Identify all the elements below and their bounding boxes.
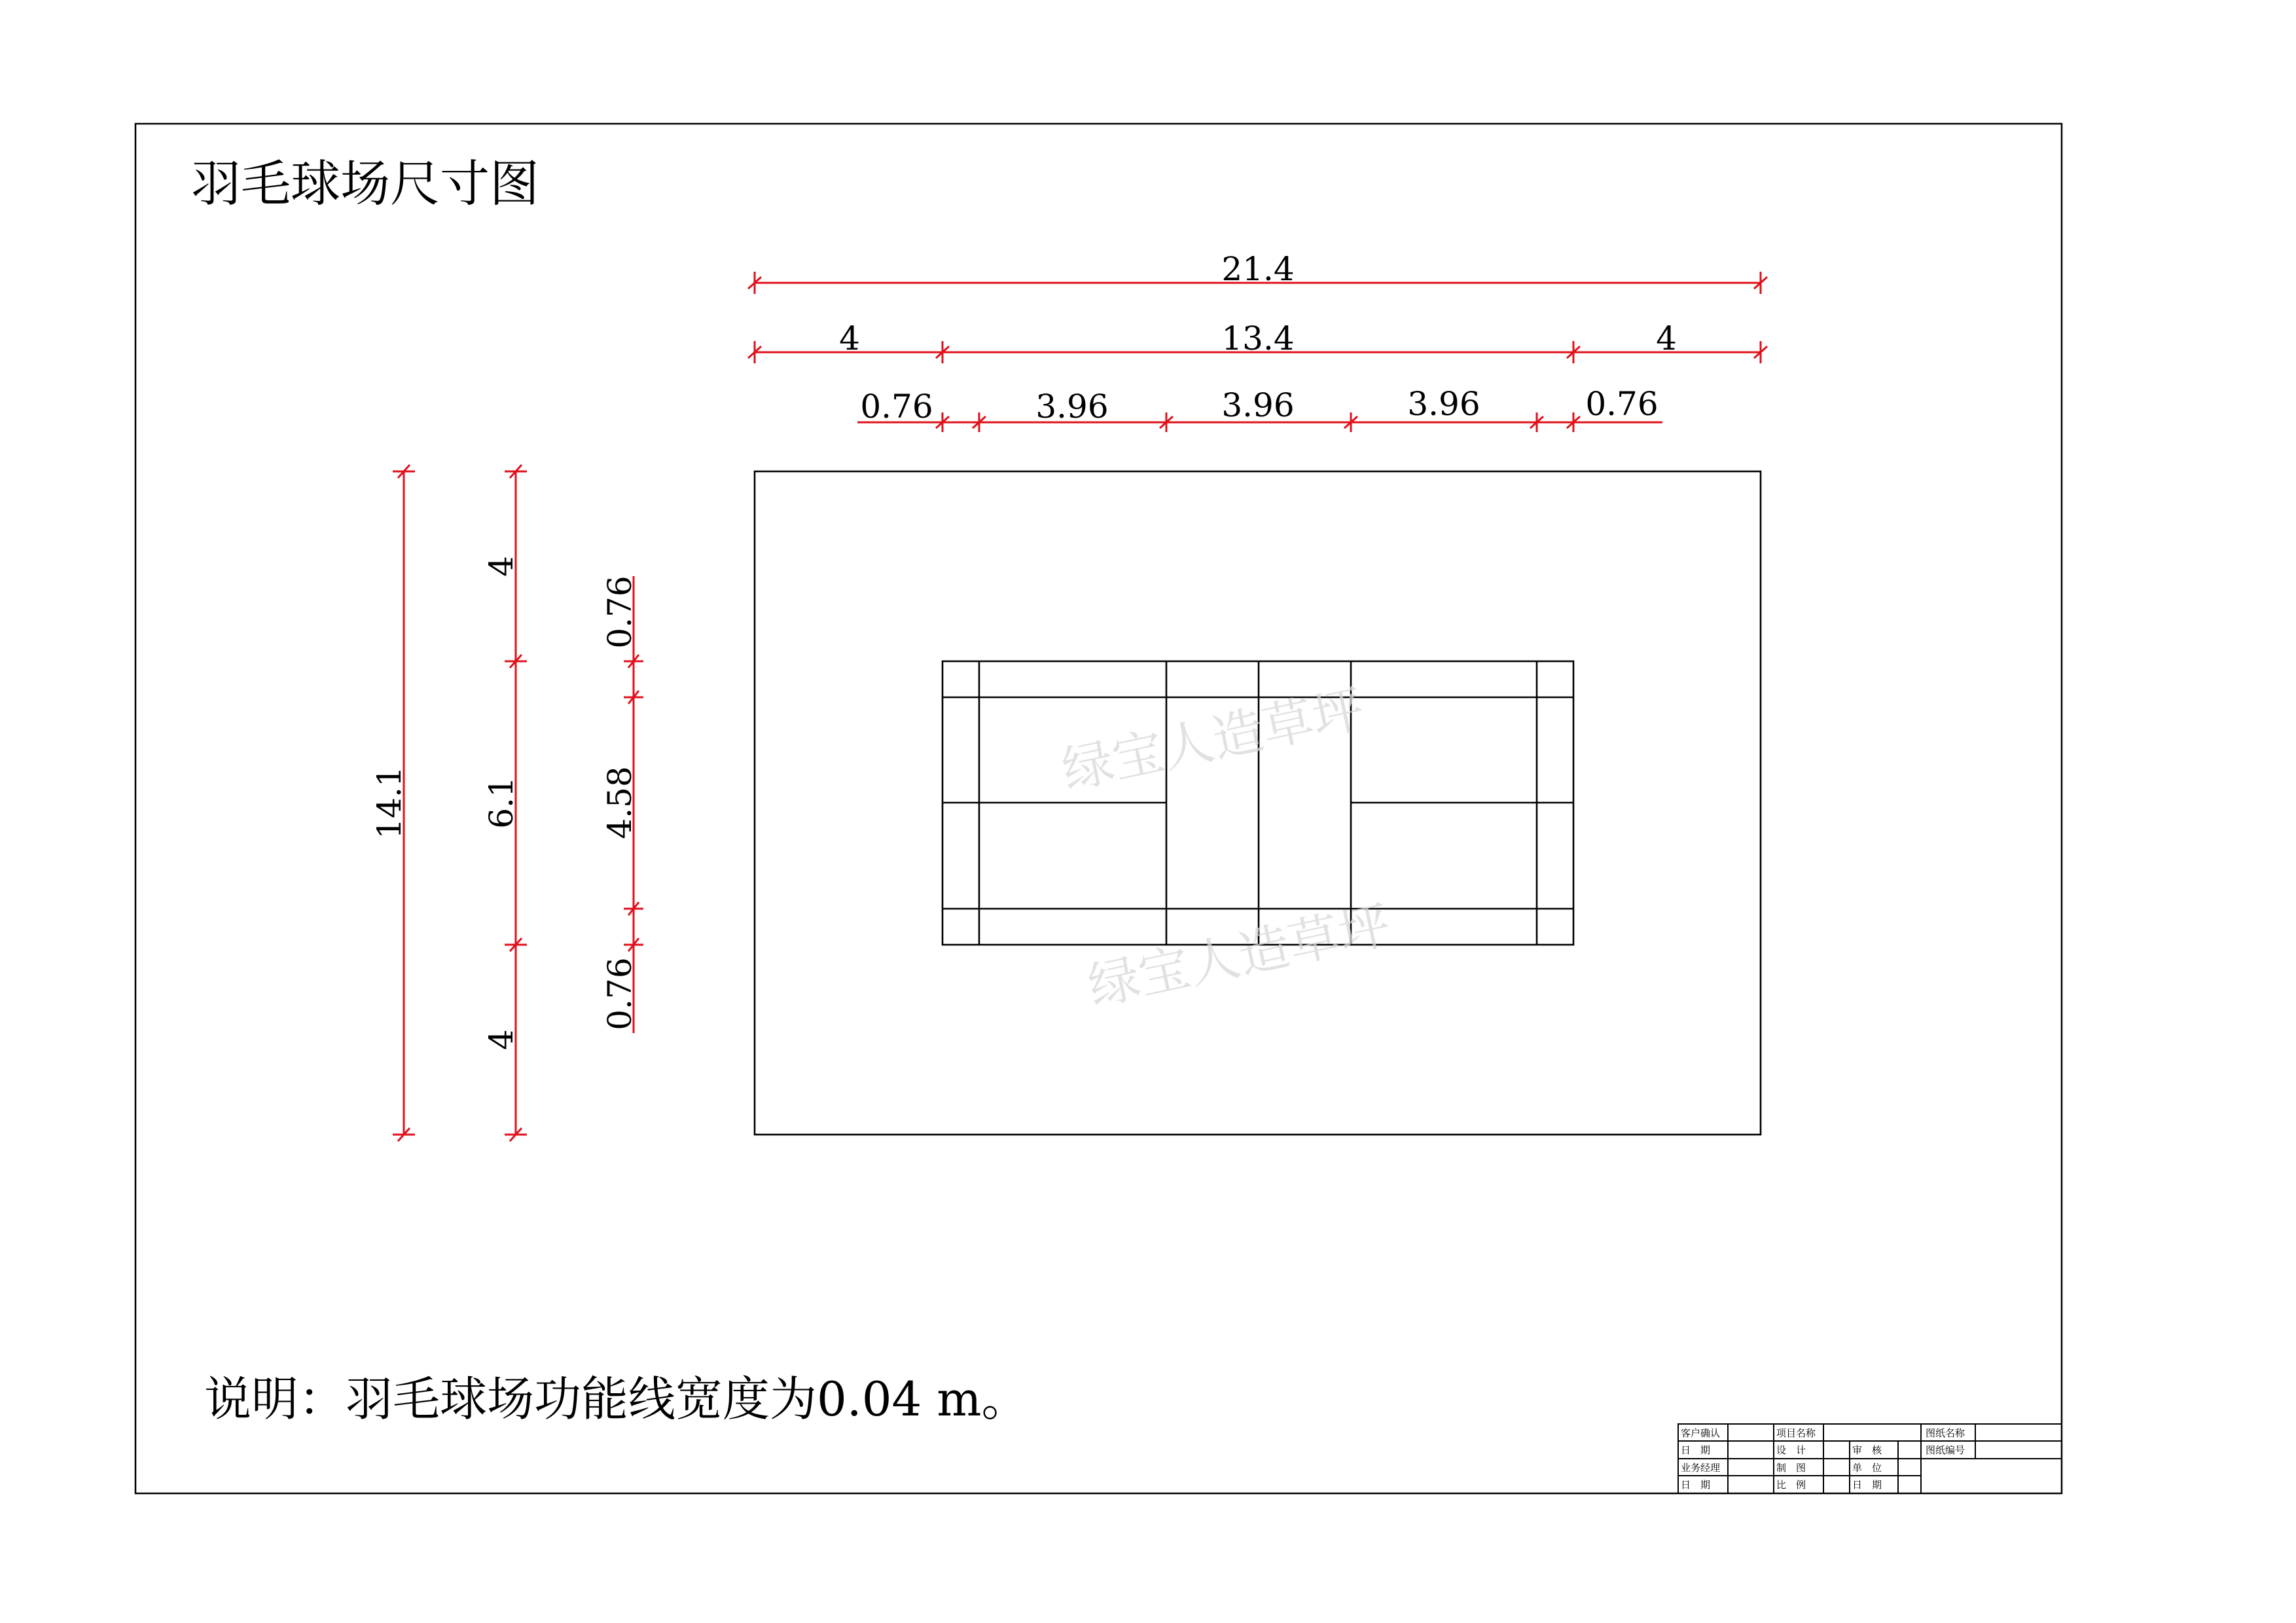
watermark-2: 绿宝人造草坪 — [1083, 896, 1395, 1017]
left-mid-top-label: 4 — [482, 556, 520, 577]
tb-project-name: 项目名称 — [1776, 1427, 1816, 1439]
left-middle-dimension — [482, 465, 527, 1141]
drawing-frame — [135, 124, 2062, 1493]
note-text: 说明：羽毛球场功能线宽度为0.04 m。 — [204, 1372, 1029, 1427]
outer-boundary — [755, 471, 1761, 1135]
top-inner-dimension — [857, 385, 1662, 432]
top-inner-label-1: 0.76 — [860, 388, 933, 426]
tb-date-2: 日 期 — [1681, 1479, 1711, 1491]
top-mid-right-label: 4 — [1656, 319, 1677, 357]
tb-drawing-name: 图纸名称 — [1926, 1427, 1965, 1439]
tb-unit: 单 位 — [1852, 1462, 1882, 1474]
watermark-1: 绿宝人造草坪 — [1057, 680, 1369, 801]
left-overall-dimension — [370, 465, 415, 1141]
left-overall-label: 14.1 — [370, 766, 408, 839]
left-mid-bottom-label: 4 — [482, 1029, 520, 1050]
left-inner-dimension — [601, 575, 643, 1033]
tb-date-3: 日 期 — [1852, 1479, 1882, 1491]
top-inner-label-2: 3.96 — [1035, 388, 1109, 426]
top-mid-left-label: 4 — [839, 319, 860, 357]
tb-review: 审 核 — [1852, 1444, 1882, 1456]
tb-project-manager: 业务经理 — [1681, 1462, 1721, 1474]
top-inner-label-5: 0.76 — [1585, 385, 1659, 423]
tb-date-1: 日 期 — [1681, 1444, 1711, 1456]
top-inner-label-4: 3.96 — [1407, 385, 1480, 423]
left-inner-label-1: 0.76 — [601, 575, 639, 649]
page-title: 羽毛球场尺寸图 — [191, 155, 539, 213]
tb-design: 设 计 — [1776, 1444, 1806, 1456]
top-inner-label-3: 3.96 — [1221, 386, 1295, 424]
tb-drawing: 制 图 — [1776, 1462, 1806, 1474]
top-mid-center-label: 13.4 — [1221, 319, 1295, 357]
tb-scale: 比 例 — [1776, 1479, 1806, 1491]
top-middle-dimension — [748, 319, 1767, 363]
tb-drawing-number: 图纸编号 — [1926, 1444, 1965, 1456]
left-inner-label-2: 4.58 — [601, 766, 639, 839]
title-block — [1678, 1424, 2062, 1493]
left-inner-label-3: 0.76 — [601, 957, 639, 1030]
top-overall-label: 21.4 — [1221, 250, 1295, 288]
left-mid-center-label: 6.1 — [482, 776, 520, 829]
top-overall-dimension — [748, 250, 1767, 294]
tb-customer-confirm: 客户确认 — [1681, 1427, 1721, 1439]
